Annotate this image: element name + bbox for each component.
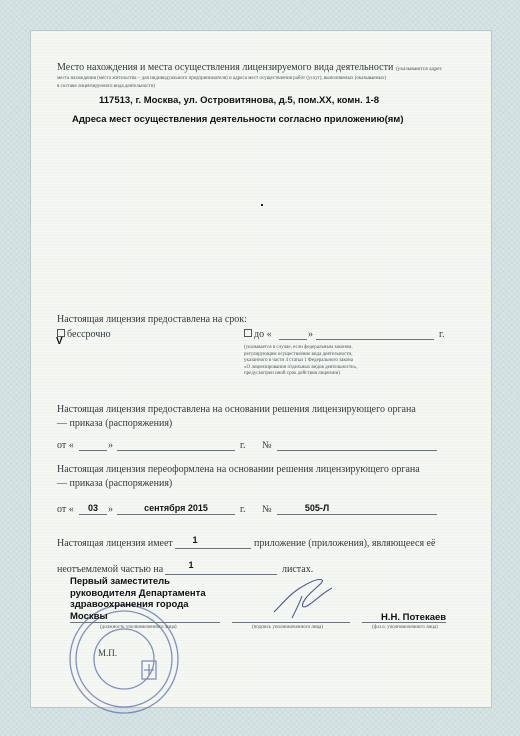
reissue-number: 505-Л [304, 503, 330, 513]
header-note-line-2: места нахождения (места жительства – для индивидуального предпринимателя) и адреса мест осуществления работ (услуг), выполняемых (оказываемых) [57, 76, 387, 81]
basis-date-line [117, 450, 235, 451]
signatory-name: Н.Н. Потекаев [381, 612, 447, 623]
appendix-prefix: Настоящая лицензия имеет [57, 538, 173, 549]
reissue-number-label: № [262, 504, 272, 515]
term-footnote [244, 345, 358, 378]
addresses-note: Адреса мест осуществления деятельности согласно приложению(ям) [72, 114, 404, 125]
reissue-month-year: сентября 2015 [144, 503, 208, 513]
position-line: Первый заместитель [70, 576, 171, 587]
reissue-quote-close: » [108, 504, 113, 515]
name-line [362, 622, 446, 623]
until-prefix: до « [254, 329, 272, 340]
appendix-sheets-line [165, 574, 277, 575]
signatory-position [70, 576, 206, 622]
basis-year-suffix: г. [240, 440, 246, 451]
footnote-line: регулирующим осуществление вида деятельности, [244, 351, 353, 357]
indefinite-label: бессрочно [67, 329, 111, 340]
term-heading: Настоящая лицензия предоставлена на срок: [57, 314, 247, 325]
basis-number-line [277, 450, 437, 451]
position-line: Москвы [70, 610, 108, 622]
check-mark: V [56, 336, 63, 347]
signature-caption: (подпись уполномоченного лица) [252, 625, 324, 630]
header-title: Место нахождения и места осуществления лицензируемого вида деятельности [57, 62, 394, 73]
basis-quote-close: » [108, 440, 113, 451]
until-day-line [279, 339, 307, 340]
reissue-line-1: Настоящая лицензия переоформлена на основании решения лицензирующего органа [57, 464, 420, 475]
footnote-line: указанного в части 4 статьи 1 Федерального закона [244, 358, 353, 363]
basis-from: от « [57, 440, 74, 451]
position-line: здравоохранения города [70, 599, 189, 610]
reissue-date-line [117, 514, 235, 515]
address: 117513, г. Москва, ул. Островитянова, д.5, пом.XX, комн. 1-8 [99, 95, 380, 106]
appendix-suffix: приложение (приложения), являющееся её [254, 538, 436, 549]
appendix-line2-suffix: листах. [282, 564, 314, 575]
until-date-line [316, 339, 434, 340]
dot-mark [261, 204, 263, 206]
footnote-line: (указывается в случае, если федеральным законом, [244, 345, 353, 350]
header-title-note: (указываются адрес [395, 66, 443, 72]
appendix-count-line [175, 548, 251, 549]
reissue-day-line [79, 514, 107, 515]
handwritten-signature [272, 574, 336, 620]
appendix-count: 1 [192, 535, 198, 545]
basis-day-line [79, 450, 107, 451]
reissue-year-suffix: г. [240, 504, 246, 515]
reissue-line-2: — приказа (распоряжения) [57, 478, 173, 489]
footnote-line: «О лицензировании отдельных видов деятельности», [244, 364, 358, 370]
appendix-line2-prefix: неотъемлемой частью на [57, 564, 164, 575]
appendix-sheets: 1 [188, 560, 194, 570]
stamp-label: М.П. [98, 648, 118, 658]
until-checkbox[interactable] [244, 329, 252, 337]
header-title-line [57, 62, 442, 73]
name-caption: (ф.и.о. уполномоченного лица) [372, 625, 438, 630]
basis-line-1: Настоящая лицензия предоставлена на основании решения лицензирующего органа [57, 404, 416, 415]
position-caption: (должность уполномоченного лица) [100, 625, 177, 630]
position-line-rule [70, 622, 220, 623]
reissue-number-line [277, 514, 437, 515]
term-indefinite [57, 329, 111, 340]
reissue-day: 03 [87, 503, 98, 513]
reissue-from: от « [57, 504, 74, 515]
term-until [244, 329, 272, 340]
position-line: руководителя Департамента [70, 587, 206, 599]
header-note-line-3: в составе лицензируемого вида деятельности) [57, 84, 156, 89]
until-mid: » [308, 329, 313, 340]
basis-line-2: — приказа (распоряжения) [57, 418, 173, 429]
basis-number-label: № [262, 440, 272, 451]
until-suffix: г. [439, 329, 445, 340]
signature-line [232, 622, 350, 623]
footnote-line: предусмотрен иной срок действия лицензии) [244, 371, 340, 376]
